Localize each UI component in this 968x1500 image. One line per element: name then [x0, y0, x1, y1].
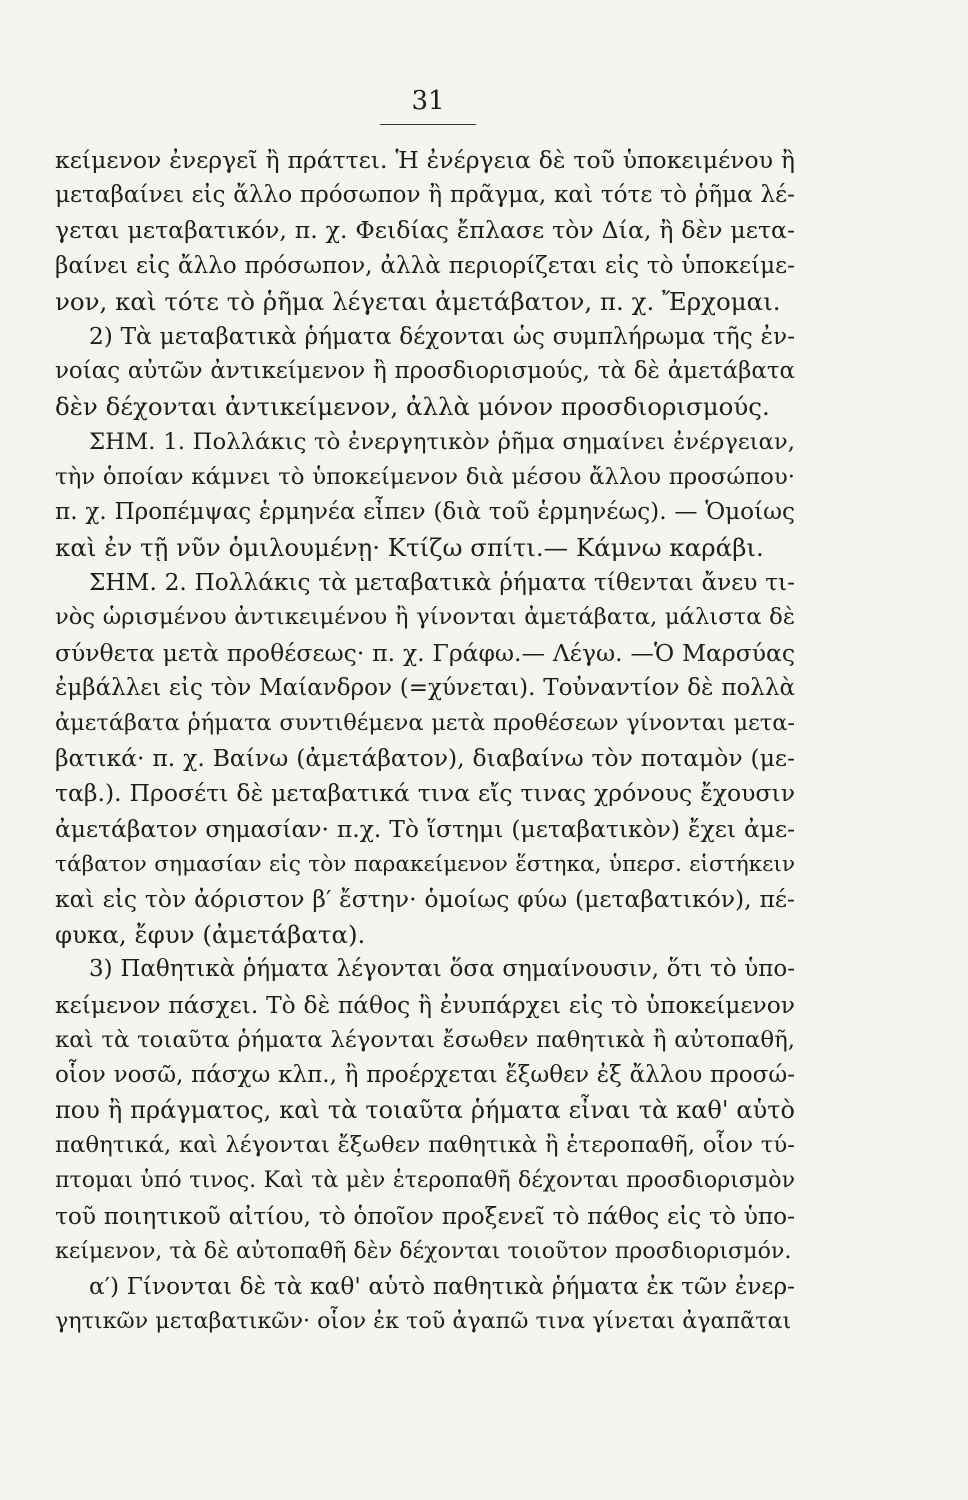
- text-line: μεταβαίνει εἰς ἄλλο πρόσωπον ἢ πρᾶγμα, καὶ τότε τὸ ῥῆμα λέ-: [55, 182, 795, 209]
- text-line: ΣΗΜ. 2. Πολλάκις τὰ μεταβατικὰ ῥήματα τίθενται ἄνευ τι-: [89, 569, 795, 597]
- text-line: ἀμετάβατα ῥήματα συντιθέμενα μετὰ προθέσεων γίνονται μετα-: [55, 710, 795, 736]
- page-number-rule: [380, 124, 476, 125]
- text-line: τὴν ὁποίαν κάμνει τὸ ὑποκείμενον διὰ μέσου ἄλλου προσώπου·: [55, 463, 795, 490]
- text-line: 3) Παθητικὰ ῥήματα λέγονται ὅσα σημαίνουσιν, ὅτι τὸ ὑπο-: [89, 956, 795, 983]
- text-line: ἐμβάλλει εἰς τὸν Μαίανδρον (=χύνεται). Τοὐναντίον δὲ πολλὰ: [55, 674, 795, 701]
- text-line: κείμενον πάσχει. Τὸ δὲ πάθος ἢ ἐνυπάρχει εἰς τὸ ὑποκείμενον: [55, 990, 795, 1019]
- text-line: ταβ.). Προσέτι δὲ μεταβατικά τινα εἴς τινας χρόνους ἔχουσιν: [55, 779, 795, 808]
- text-line: κείμενον ἐνεργεῖ ἢ πράττει. Ἡ ἐνέργεια δὲ τοῦ ὑποκειμένου ἢ: [55, 146, 795, 174]
- text-line: γεται μεταβατικόν, π. χ. Φειδίας ἔπλασε τὸν Δία, ἢ δὲν μετα-: [55, 216, 795, 245]
- text-line: 2) Τὰ μεταβατικὰ ῥήματα δέχονται ὡς συμπλήρωμα τῆς ἐν-: [89, 322, 795, 350]
- text-line: ἀμετάβατον σημασίαν· π.χ. Τὸ ἵστημι (μεταβατικὸν) ἔχει ἀμε-: [55, 814, 795, 843]
- text-line: τοῦ ποιητικοῦ αἰτίου, τὸ ὁποῖον προξενεῖ τὸ πάθος εἰς τὸ ὑπο-: [55, 1202, 795, 1230]
- text-line: καὶ ἐν τῇ νῦν ὁμιλουμένῃ· Κτίζω σπίτι.— Κάμνω καράβι.: [55, 533, 764, 563]
- text-line: νοίας αὐτῶν ἀντικείμενον ἢ προσδιορισμούς, τὰ δὲ ἀμετάβατα: [55, 358, 795, 385]
- text-line: ΣΗΜ. 1. Πολλάκις τὸ ἐνεργητικὸν ῥῆμα σημαίνει ἐνέργειαν,: [89, 428, 795, 455]
- text-line: σύνθετα μετὰ προθέσεως· π. χ. Γράφω.— Λέγω. —Ὁ Μαρσύας: [55, 638, 795, 667]
- text-line: τάβατον σημασίαν εἰς τὸν παρακείμενον ἕστηκα, ὑπερσ. εἱστήκειν: [55, 851, 795, 877]
- text-line: οἷον νοσῶ, πάσχω κλπ., ἢ προέρχεται ἔξωθεν ἐξ ἄλλου προσώ-: [55, 1061, 795, 1088]
- body-text: [55, 143, 795, 1339]
- text-line: νον, καὶ τότε τὸ ῥῆμα λέγεται ἀμετάβατον, π. χ. Ἔρχομαι.: [55, 286, 781, 316]
- page-number: 31: [411, 86, 445, 116]
- text-line: κείμενον, τὰ δὲ αὐτοπαθῆ δὲν δέχονται τοιοῦτον προσδιορισμόν.: [55, 1237, 792, 1264]
- text-line: νὸς ὡρισμένου ἀντικειμένου ἢ γίνονται ἀμετάβατα, μάλιστα δὲ: [55, 604, 795, 631]
- text-line: α′) Γίνονται δὲ τὰ καθ' αὑτὸ παθητικὰ ῥήματα ἐκ τῶν ἐνερ-: [89, 1273, 795, 1300]
- text-line: που ἢ πράγματος, καὶ τὰ τοιαῦτα ῥήματα εἶναι τὰ καθ' αὑτὸ: [55, 1096, 795, 1125]
- text-line: βαίνει εἰς ἄλλο πρόσωπον, ἀλλὰ περιορίζεται εἰς τὸ ὑποκείμε-: [55, 252, 795, 279]
- text-line: δὲν δέχονται ἀντικείμενον, ἀλλὰ μόνον προσδιορισμούς.: [55, 392, 770, 422]
- text-line: πτομαι ὑπό τινος. Καὶ τὰ μὲν ἑτεροπαθῆ δέχονται προσδιορισμὸν: [55, 1167, 795, 1194]
- text-line: βατικά· π. χ. Βαίνω (ἀμετάβατον), διαβαίνω τὸν ποταμὸν (με-: [55, 744, 795, 773]
- text-line: καὶ εἰς τὸν ἀόριστον β′ ἔστην· ὁμοίως φύω (μεταβατικόν), πέ-: [55, 884, 795, 913]
- text-line: καὶ τὰ τοιαῦτα ῥήματα λέγονται ἔσωθεν παθητικὰ ἢ αὐτοπαθῆ,: [55, 1026, 795, 1053]
- text-line: παθητικά, καὶ λέγονται ἔξωθεν παθητικὰ ἢ ἑτεροπαθῆ, οἷον τύ-: [55, 1132, 795, 1159]
- text-line: π. χ. Προπέμψας ἑρμηνέα εἶπεν (διὰ τοῦ ἑρμηνέως). — Ὁμοίως: [55, 498, 795, 525]
- text-line: φυκα, ἔφυν (ἀμετάβατα).: [55, 920, 366, 950]
- text-line: γητικῶν μεταβατικῶν· οἷον ἐκ τοῦ ἀγαπῶ τινα γίνεται ἀγαπᾶται: [55, 1308, 792, 1335]
